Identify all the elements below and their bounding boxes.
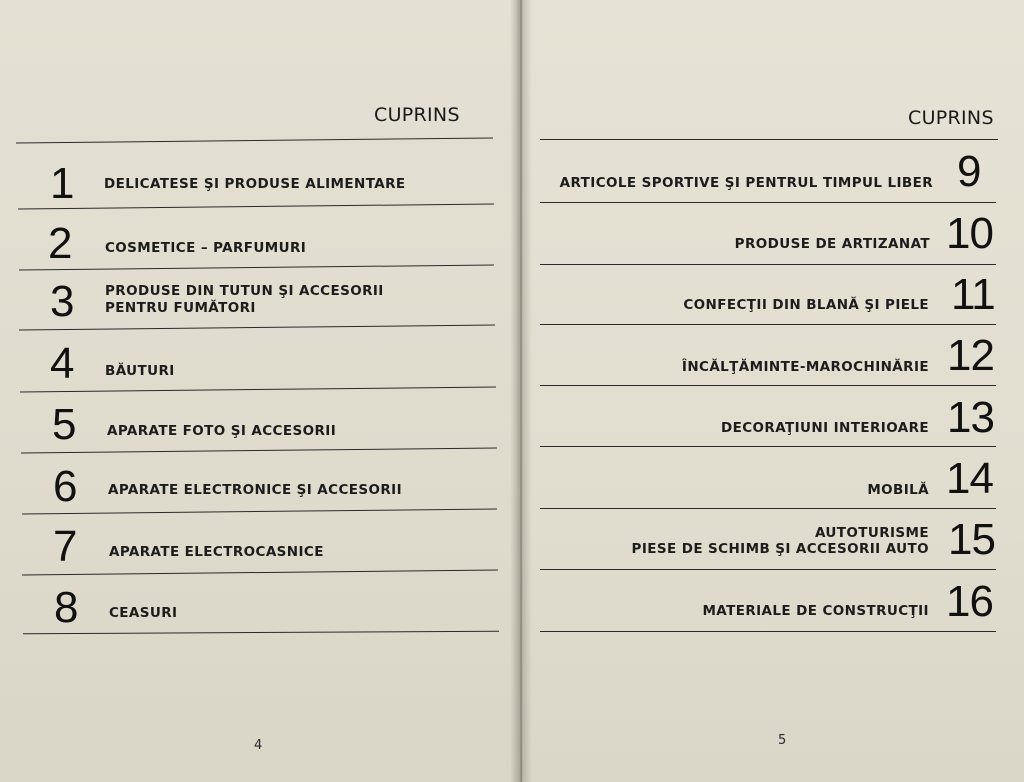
entry-label-line2: PIESE DE SCHIMB ŞI ACCESORII AUTO xyxy=(631,541,929,557)
entry-label: APARATE FOTO ŞI ACCESORII xyxy=(107,423,337,439)
entry-label: MATERIALE DE CONSTRUCŢII xyxy=(702,603,929,619)
divider-rule xyxy=(540,264,996,265)
page-number: 4 xyxy=(254,738,263,753)
entry-number: 9 xyxy=(957,147,981,196)
entry-number: 4 xyxy=(50,339,74,388)
entry-number: 15 xyxy=(948,515,995,564)
page-number: 5 xyxy=(778,733,787,748)
entry-label: APARATE ELECTROCASNICE xyxy=(109,544,324,560)
entry-label: ARTICOLE SPORTIVE ŞI PENTRUL TIMPUL LIBER xyxy=(559,175,933,191)
entry-label: APARATE ELECTRONICE ŞI ACCESORII xyxy=(108,482,403,498)
entry-number: 3 xyxy=(50,277,74,326)
entry-label: PRODUSE DE ARTIZANAT xyxy=(734,236,930,252)
divider-rule xyxy=(540,324,996,325)
entry-number: 8 xyxy=(54,583,78,632)
entry-number: 12 xyxy=(947,331,994,380)
divider-rule xyxy=(540,631,996,632)
entry-label-line1: AUTOTURISME xyxy=(814,525,929,541)
entry-number: 10 xyxy=(946,209,993,258)
divider-rule xyxy=(540,385,996,386)
left-page-heading: CUPRINS xyxy=(374,104,460,126)
entry-label: DELICATESE ŞI PRODUSE ALIMENTARE xyxy=(104,176,406,192)
entry-number: 5 xyxy=(52,400,76,449)
entry-label: CEASURI xyxy=(109,605,178,621)
entry-number: 14 xyxy=(946,454,993,503)
entry-number: 16 xyxy=(946,577,993,626)
divider-rule xyxy=(540,139,998,140)
entry-label: DECORAŢIUNI INTERIOARE xyxy=(721,420,929,436)
entry-label-line1: PRODUSE DIN TUTUN ŞI ACCESORII xyxy=(105,283,384,299)
entry-label: COSMETICE – PARFUMURI xyxy=(105,240,307,256)
divider-rule xyxy=(540,202,996,203)
entry-number: 13 xyxy=(947,393,994,442)
entry-label-line2: PENTRU FUMĂTORI xyxy=(105,300,256,316)
entry-label: ÎNCĂLŢĂMINTE-MAROCHINĂRIE xyxy=(681,359,929,375)
entry-number: 11 xyxy=(951,270,995,319)
entry-label: BĂUTURI xyxy=(105,363,175,379)
entry-label: CONFECŢII DIN BLANĂ ŞI PIELE xyxy=(683,297,929,313)
entry-number: 1 xyxy=(50,159,74,208)
book-gutter xyxy=(510,0,532,782)
entry-label: MOBILĂ xyxy=(867,482,929,498)
right-page-heading: CUPRINS xyxy=(908,107,994,129)
divider-rule xyxy=(540,569,996,570)
divider-rule xyxy=(540,508,996,509)
entry-number: 6 xyxy=(53,462,77,511)
entry-number: 7 xyxy=(53,522,77,571)
entry-number: 2 xyxy=(48,219,72,268)
divider-rule xyxy=(540,446,996,447)
